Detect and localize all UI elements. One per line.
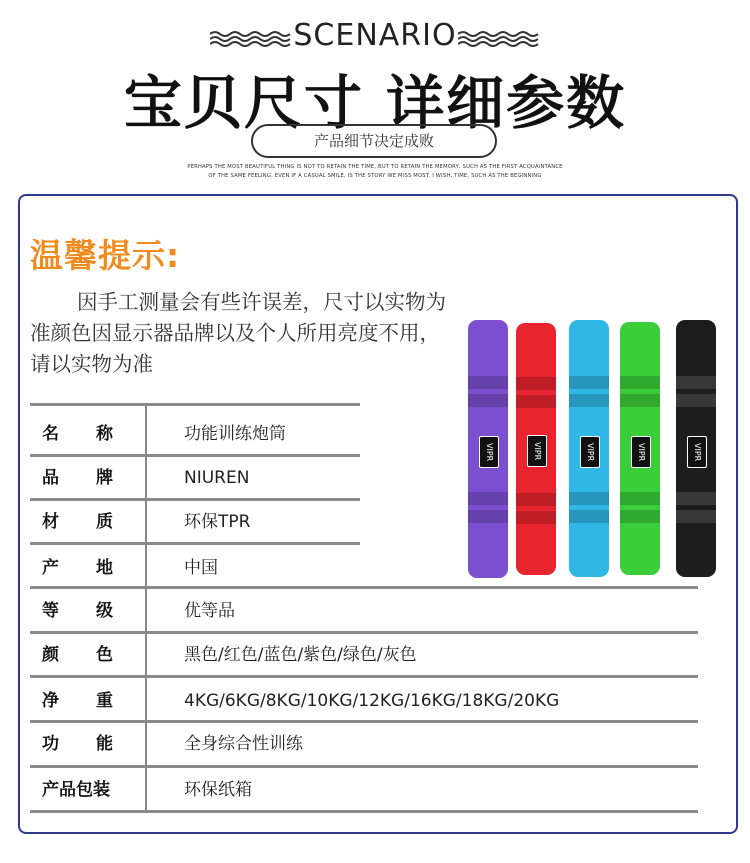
tip-title: 温馨提示: — [30, 236, 181, 275]
spec-key-2: 能 — [96, 734, 113, 754]
table-row — [30, 412, 360, 456]
spec-value: 环保TPR — [184, 512, 251, 532]
tip-line-3: 请以实物为准 — [30, 352, 153, 376]
tube-green — [620, 322, 660, 575]
spec-key-1: 名 — [42, 424, 59, 444]
tube-label: VIPR — [479, 436, 499, 468]
table-row — [30, 500, 360, 544]
table-rule — [30, 810, 698, 813]
spec-value: 环保纸箱 — [184, 780, 252, 800]
spec-key-1: 功 — [42, 734, 59, 754]
wave-decoration-right — [458, 30, 540, 48]
table-rule — [30, 403, 360, 406]
spec-key-1: 净 — [42, 691, 59, 711]
spec-key-2: 色 — [96, 645, 113, 665]
spec-value: 全身综合性训练 — [184, 734, 303, 754]
table-row — [30, 768, 698, 812]
spec-key-2: 质 — [96, 512, 113, 532]
tube-label: VIPR — [687, 436, 707, 468]
spec-value: 4KG/6KG/8KG/10KG/12KG/16KG/18KG/20KG — [184, 691, 560, 711]
product-image — [460, 315, 720, 585]
table-row — [30, 456, 360, 500]
table-row — [30, 546, 360, 590]
spec-value: 优等品 — [184, 601, 235, 621]
spec-key-2: 牌 — [96, 468, 113, 488]
spec-key-1: 品 — [42, 468, 59, 488]
tube-red — [516, 323, 556, 575]
table-row — [30, 679, 698, 723]
tube-label: VIPR — [580, 436, 600, 468]
table-row — [30, 633, 698, 677]
tube-black — [676, 320, 716, 577]
tube-blue — [569, 320, 609, 577]
spec-value: 黑色/红色/蓝色/紫色/绿色/灰色 — [184, 645, 417, 665]
tube-label: VIPR — [527, 435, 547, 467]
table-rule — [30, 542, 360, 545]
spec-value: 功能训练炮筒 — [184, 424, 286, 444]
tagline-line-1: PERHAPS THE MOST BEAUTIFUL THING IS NOT TO RETAIN THE TIME, BUT TO RETAIN THE MEMORY, SUCH AS THE FIRST ACQUAINTANCE — [187, 164, 563, 170]
slogan-pill: 产品细节决定成败 — [251, 124, 497, 158]
tip-text — [30, 287, 480, 380]
tip-line-2: 准颜色因显示器品牌以及个人所用亮度不用， — [30, 321, 440, 345]
spec-key-1: 材 — [42, 512, 59, 532]
spec-key-2: 称 — [96, 424, 113, 444]
spec-key-2: 重 — [96, 691, 113, 711]
table-rule — [30, 675, 698, 678]
spec-key-2: 地 — [96, 558, 113, 578]
spec-value: NIUREN — [184, 468, 250, 488]
table-row — [30, 589, 698, 633]
spec-key-1: 产 — [42, 558, 59, 578]
spec-key-1: 等 — [42, 601, 59, 621]
tube-label: VIPR — [631, 436, 651, 468]
page-title: 宝贝尺寸 详细参数 — [123, 69, 627, 137]
scenario-heading: SCENARIO — [293, 18, 457, 53]
spec-key-1: 颜 — [42, 645, 59, 665]
spec-key-full: 产品包装 — [42, 780, 110, 800]
spec-value: 中国 — [184, 558, 218, 578]
spec-key-2: 级 — [96, 601, 113, 621]
tip-line-1: 因手工测量会有些许误差，尺寸以实物为 — [77, 290, 446, 314]
tube-purple — [468, 320, 508, 578]
table-row — [30, 722, 698, 766]
tagline-line-2: OF THE SAME FEELING, EVEN IF A CASUAL SMILE, IS THE STORY WE MISS MOST. I WISH, TIME, SUCH AS THE BEGINNING — [208, 173, 542, 179]
